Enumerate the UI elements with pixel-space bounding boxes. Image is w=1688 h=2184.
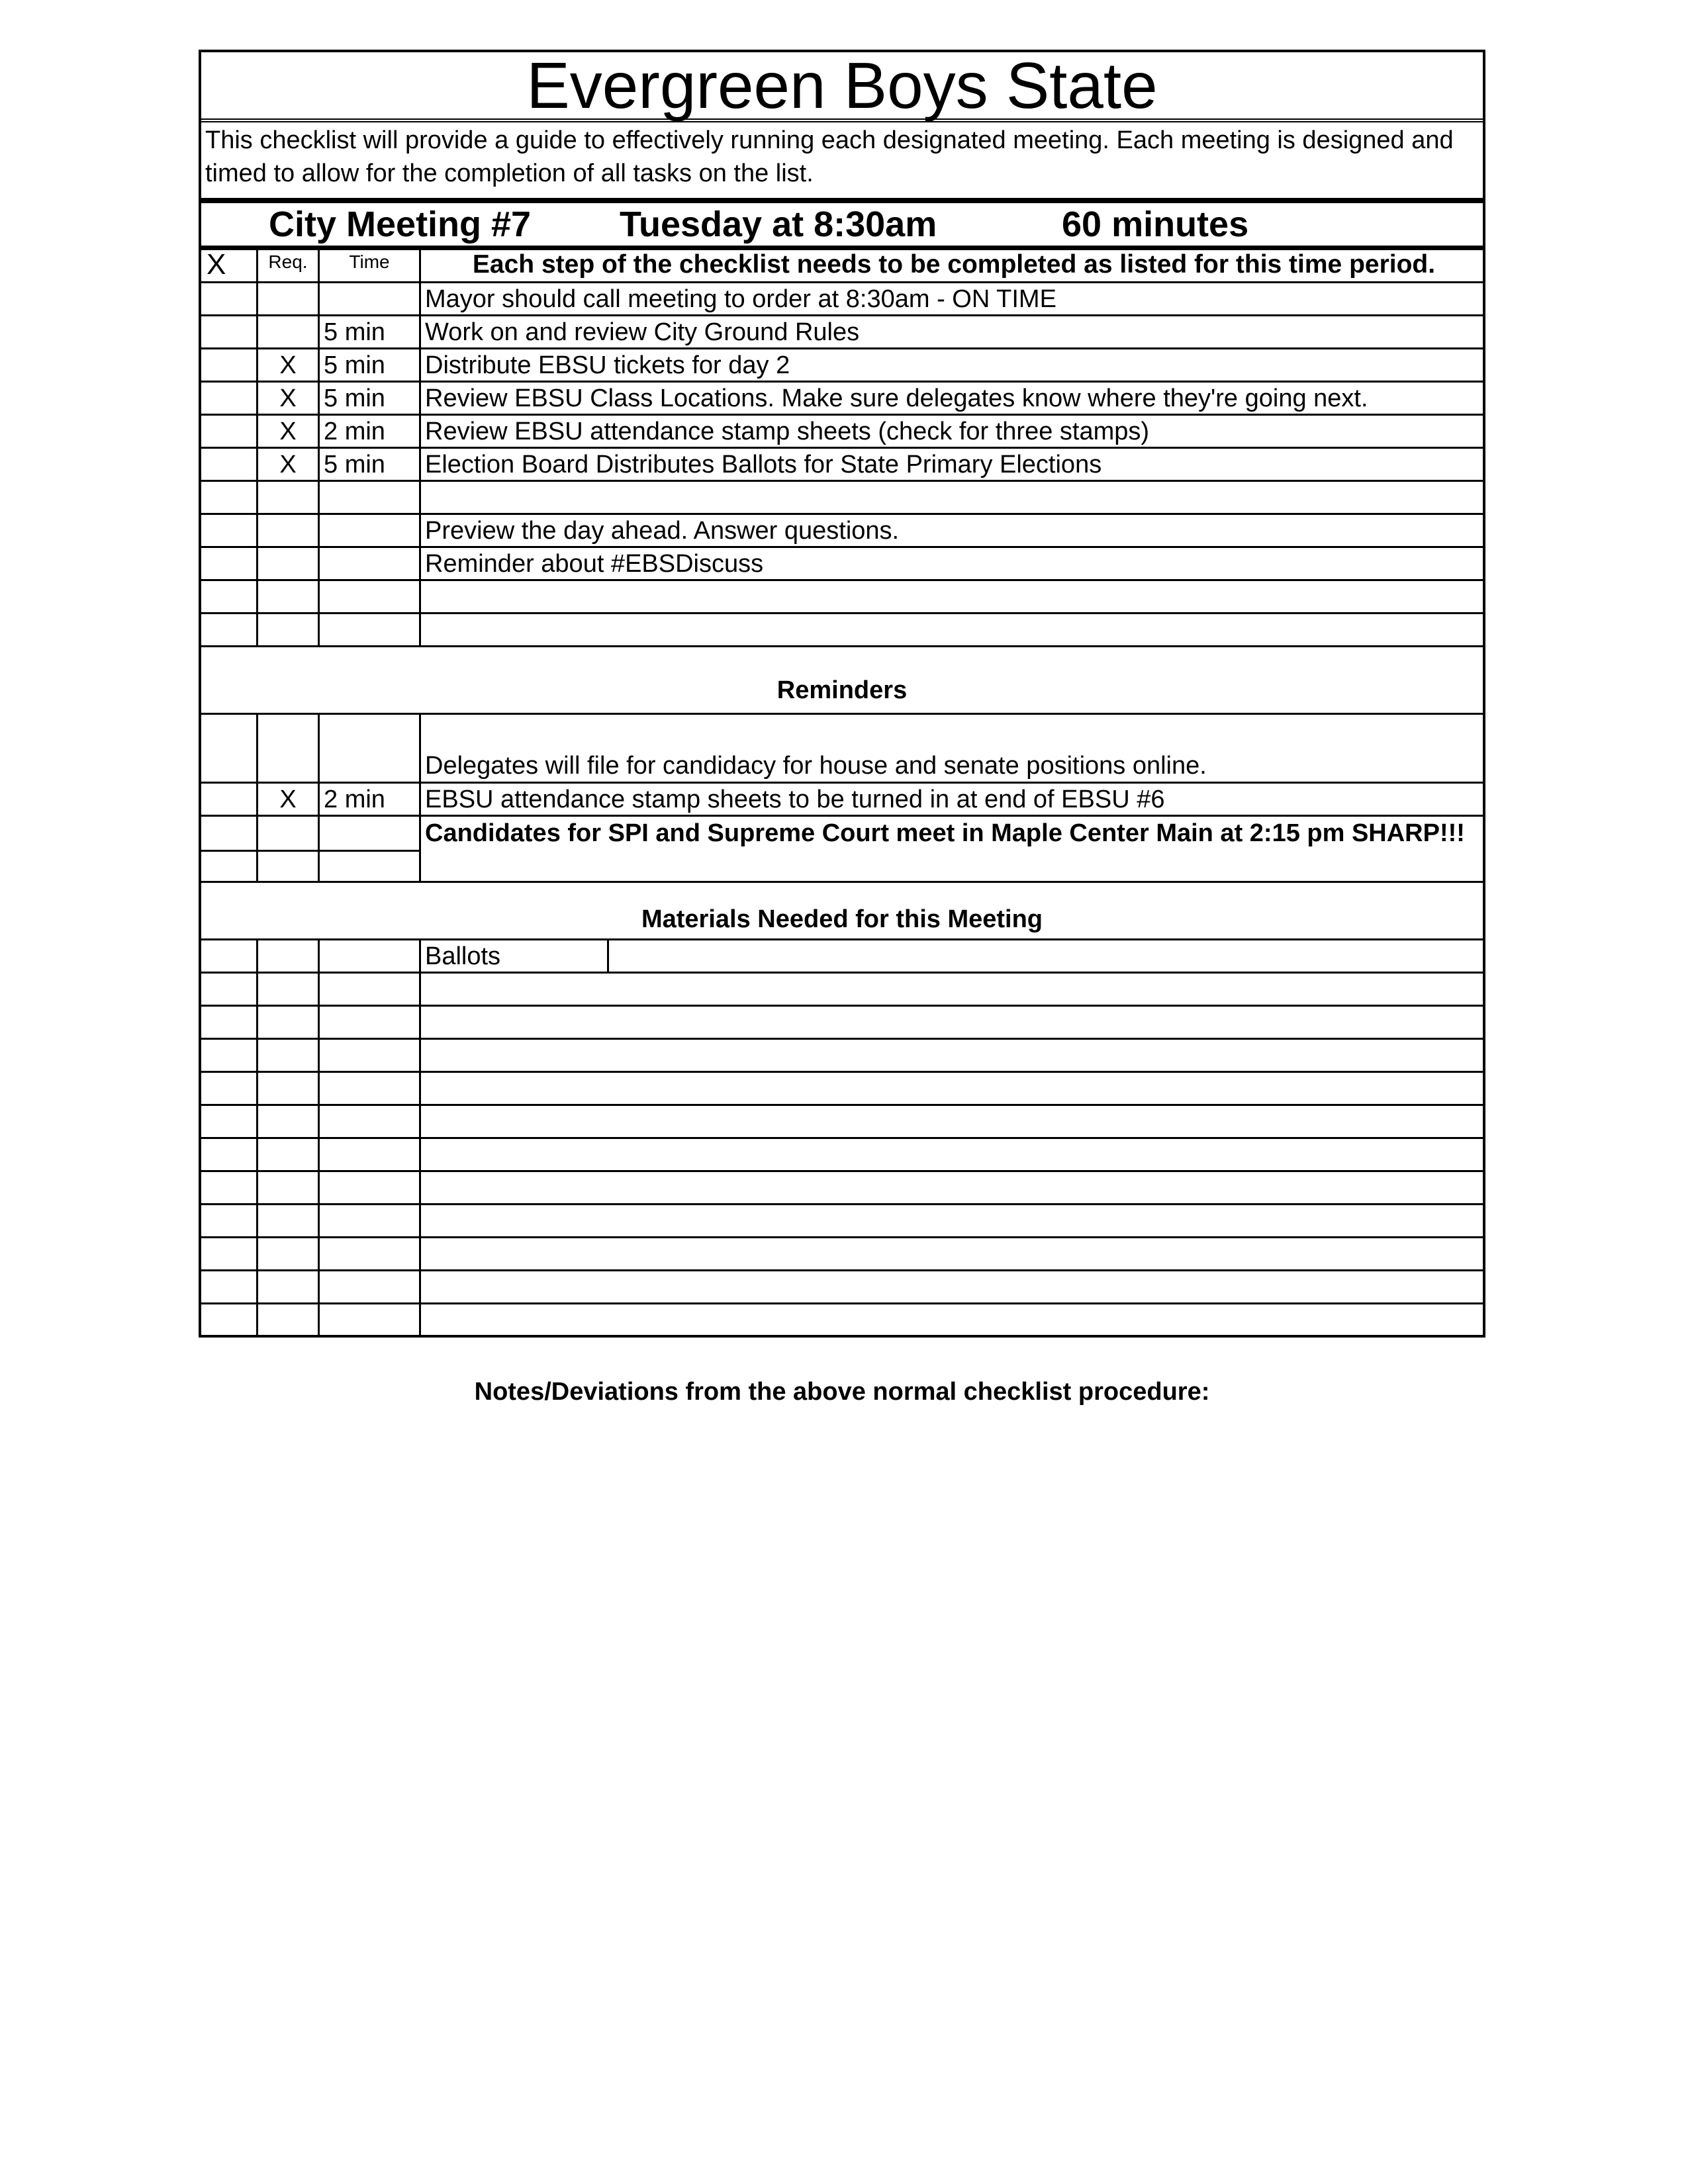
req-cell [258,283,320,314]
material-item [421,1304,1483,1335]
materials-row [201,1073,1483,1106]
check-cell-pair [201,817,258,881]
check-cell[interactable] [201,416,258,447]
req-cell [258,1205,320,1236]
notes-label: Notes/Deviations from the above normal checklist procedure: [474,1378,1210,1406]
header-time: Time [320,250,421,281]
time-cell [320,548,421,579]
check-cell[interactable] [201,283,258,314]
checklist-row [201,449,1483,482]
req-cell: X [258,383,320,414]
req-cell [258,1172,320,1203]
materials-row [201,1172,1483,1205]
materials-section-header [201,883,1483,940]
checklist-row [201,614,1483,647]
time-cell [320,1304,421,1335]
req-cell [258,1271,320,1302]
check-cell[interactable] [201,383,258,414]
checklist-row [201,416,1483,449]
check-cell[interactable] [201,1073,258,1104]
check-cell[interactable] [201,349,258,381]
reminder-row [201,784,1483,817]
page-title: Evergreen Boys State [201,52,1483,122]
req-cell [258,1238,320,1269]
time-cell [320,1040,421,1071]
time-cell [320,482,421,513]
checklist-row [201,283,1483,316]
time-cell [320,515,421,546]
check-cell[interactable] [201,449,258,480]
req-cell [258,1007,320,1038]
meeting-name: City Meeting #7 [269,205,532,244]
materials-row [201,1304,1483,1338]
materials-row [201,1205,1483,1238]
time-cell [320,1073,421,1104]
task-cell [421,482,1483,513]
materials-row [201,974,1483,1007]
req-cell [258,482,320,513]
task-cell: Review EBSU attendance stamp sheets (check for three stamps) [425,418,1150,445]
task-cell: Review EBSU Class Locations. Make sure delegates know where they're going next. [425,385,1368,412]
checklist-row [201,515,1483,548]
materials-row [201,1106,1483,1139]
check-cell[interactable] [201,1205,258,1236]
check-cell[interactable] [201,1007,258,1038]
checklist-row [201,581,1483,614]
task-cell [421,614,1483,645]
time-cell: 5 min [320,316,421,347]
time-cell [320,1172,421,1203]
req-cell [258,614,320,645]
checklist-sheet [199,50,1485,1338]
meeting-duration: 60 minutes [1062,205,1249,244]
checklist-row [201,349,1483,383]
time-cell: 2 min [320,416,421,447]
time-cell [320,581,421,612]
task-cell: Work on and review City Ground Rules [425,318,860,346]
check-cell[interactable] [201,482,258,513]
material-item [421,1073,1483,1104]
time-cell [320,974,421,1005]
reminder-note-row [201,817,1483,883]
header-req: Req. [258,250,320,281]
reminder-text: Delegates will file for candidacy for house and senate positions online. [425,752,1207,780]
check-cell[interactable] [201,1271,258,1302]
material-item [421,974,1483,1005]
materials-title: Materials Needed for this Meeting [641,905,1043,933]
time-cell [320,1139,421,1170]
materials-row [201,1238,1483,1271]
material-item [421,1205,1483,1236]
check-cell[interactable] [201,1238,258,1269]
task-cell: Election Board Distributes Ballots for State Primary Elections [425,451,1102,478]
checklist-header-row [201,250,1483,283]
material-detail [609,940,1483,972]
time-cell [320,1205,421,1236]
time-cell [320,1238,421,1269]
reminders-title: Reminders [776,676,908,704]
materials-cell [421,940,1483,972]
materials-row [201,1007,1483,1040]
time-cell-pair [320,817,421,881]
material-item [421,1139,1483,1170]
check-cell[interactable] [201,614,258,645]
req-cell-pair [258,817,320,881]
reminders-section-header [201,647,1483,715]
materials-row [201,1040,1483,1073]
req-cell [258,715,320,782]
task-cell: Distribute EBSU tickets for day 2 [425,351,790,379]
material-item [421,1106,1483,1137]
time-cell: 5 min [320,383,421,414]
req-cell [258,1073,320,1104]
check-cell[interactable] [201,1172,258,1203]
time-cell [320,283,421,314]
task-cell: Preview the day ahead. Answer questions. [425,517,900,545]
req-cell [258,1040,320,1071]
req-cell [258,974,320,1005]
task-cell: Mayor should call meeting to order at 8:30am - ON TIME [425,285,1056,313]
material-item [421,1007,1483,1038]
check-cell[interactable] [201,974,258,1005]
materials-row [201,1271,1483,1304]
task-cell: Reminder about #EBSDiscuss [425,550,764,578]
req-cell [258,316,320,347]
material-item [421,1172,1483,1203]
time-cell [320,817,419,852]
check-cell[interactable] [201,548,258,579]
checklist-row [201,548,1483,581]
material-item [421,1271,1483,1302]
req-cell [258,515,320,546]
reminder-row [201,715,1483,784]
bold-note: Candidates for SPI and Supreme Court meet in Maple Center Main at 2:15 pm SHARP!!! [425,819,1465,847]
time-cell: 5 min [320,349,421,381]
time-cell [320,614,421,645]
task-cell [421,581,1483,612]
check-cell[interactable] [201,817,256,852]
material-item: Ballots [421,940,609,972]
req-cell: X [258,449,320,480]
time-cell [320,1271,421,1302]
materials-row [201,940,1483,974]
header-check: X [201,250,258,281]
reminder-text: EBSU attendance stamp sheets to be turned in at end of EBSU #6 [425,786,1165,813]
meeting-banner [201,203,1483,250]
req-cell [258,1304,320,1335]
req-cell [258,1139,320,1170]
check-cell[interactable] [201,1106,258,1137]
req-cell: X [258,416,320,447]
check-cell[interactable] [201,515,258,546]
checklist-row [201,383,1483,416]
req-cell: X [258,784,320,815]
check-cell[interactable] [201,581,258,612]
time-cell [320,1106,421,1137]
check-cell[interactable] [201,1139,258,1170]
header-instruction: Each step of the checklist needs to be completed as listed for this time period. [472,250,1436,279]
req-cell [258,940,320,972]
checklist-row [201,482,1483,515]
time-cell [320,940,421,972]
time-cell: 2 min [320,784,421,815]
materials-row [201,1139,1483,1172]
time-cell [320,715,421,782]
req-cell [258,581,320,612]
req-cell [258,817,318,852]
check-cell[interactable] [201,1304,258,1335]
check-cell[interactable] [201,1040,258,1071]
checklist-row [201,316,1483,349]
material-item [421,1040,1483,1071]
intro-text: This checklist will provide a guide to effectively running each designated meeting. Each meeting is designed and timed to allow for the completion of all tasks on the list. [201,122,1483,203]
time-cell: 5 min [320,449,421,480]
material-item [421,1238,1483,1269]
time-cell [320,1007,421,1038]
req-cell [258,548,320,579]
check-cell[interactable] [201,715,258,782]
check-cell[interactable] [201,940,258,972]
req-cell [258,1106,320,1137]
checklist-table [199,50,1485,1338]
meeting-when: Tuesday at 8:30am [620,205,937,244]
check-cell[interactable] [201,784,258,815]
check-cell[interactable] [201,316,258,347]
req-cell: X [258,349,320,381]
